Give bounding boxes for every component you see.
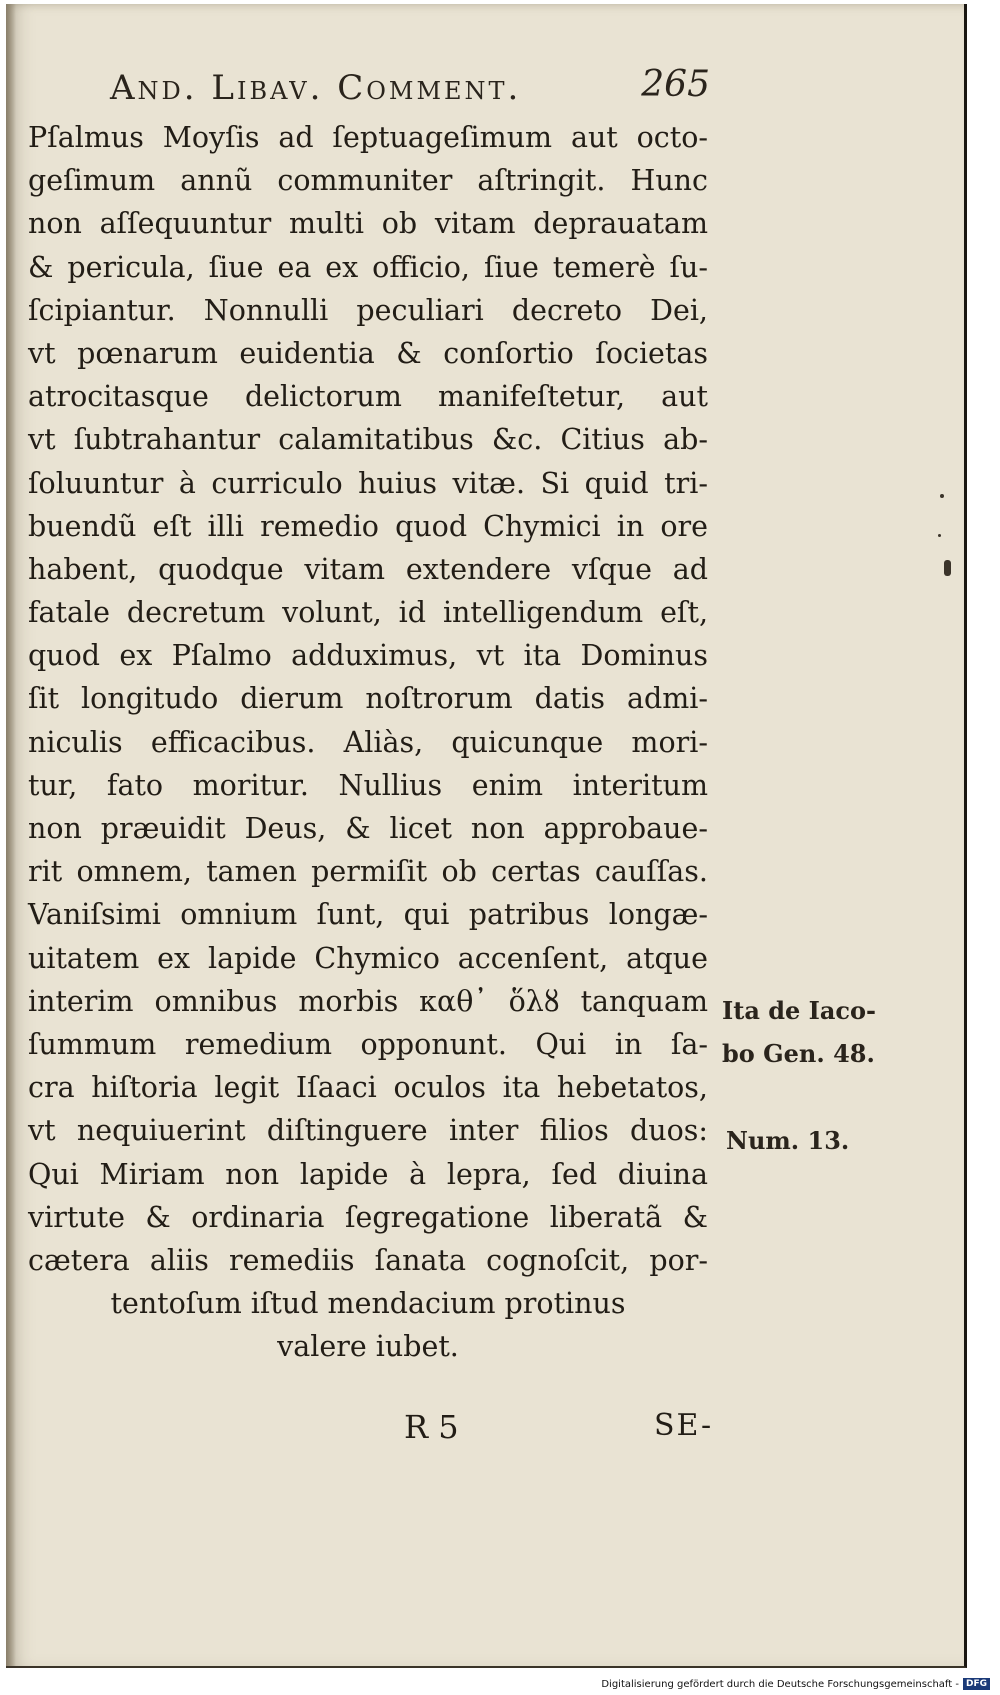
- text-line: ſoluuntur à curriculo huius vitæ. Si quid tri-: [28, 466, 708, 500]
- text-line: non præuidit Deus, & licet non approbaue-: [28, 812, 708, 845]
- running-header: [110, 64, 710, 114]
- text-line: vt ſubtrahantur calamitatibus &c. Citius ab-: [28, 423, 708, 457]
- dfg-logo-icon: DFG: [963, 1678, 990, 1690]
- signature-mark: R 5: [404, 1408, 459, 1446]
- text-line: habent, quodque vitam extendere vſque ad: [28, 552, 708, 586]
- text-line: Vaniſsimi omnium ſunt, qui patribus longæ-: [28, 898, 708, 932]
- text-line: uitatem ex lapide Chymico accenſent, atque: [28, 941, 708, 975]
- ink-speck: [940, 494, 944, 498]
- margin-note-line: Num. 13.: [726, 1126, 850, 1155]
- margin-note-line: bo Gen. 48.: [722, 1039, 875, 1068]
- margin-note-numbers: [726, 1119, 849, 1162]
- text-line: cætera aliis remediis ſanata cognoſcit, por-: [28, 1243, 708, 1277]
- text-line: & pericula, ſiue ea ex officio, ſiue temerè ſu-: [28, 250, 708, 284]
- text-line: tur, fato moritur. Nullius enim interitum: [28, 768, 708, 802]
- running-head-title: And. Libav. Comment.: [110, 68, 522, 108]
- text-line: ſit longitudo dierum noſtrorum datis admi-: [28, 682, 708, 716]
- margin-note-line: Ita de Iaco-: [722, 996, 876, 1025]
- text-line: vt pœnarum euidentia & conſortio ſocietas: [28, 336, 708, 370]
- text-line: ſcipiantur. Nonnulli peculiari decreto Dei,: [28, 293, 708, 327]
- text-line: vt nequiuerint diſtinguere inter filios duos:: [28, 1114, 708, 1148]
- text-line: Qui Miriam non lapide à lepra, ſed diuina: [28, 1157, 708, 1191]
- catchword: SE-: [654, 1408, 714, 1443]
- text-line: Pſalmus Moyſis ad ſeptuageſimum aut octo-: [28, 121, 708, 154]
- margin-note-genesis: [722, 989, 876, 1075]
- text-line: buendũ eſt illi remedio quod Chymici in ore: [28, 509, 708, 543]
- text-line: geſimum annũ communiter aſtringit. Hunc: [28, 164, 708, 198]
- main-text-block: [28, 116, 708, 1368]
- text-line: fatale decretum volunt, id intelligendum eſt,: [28, 596, 708, 630]
- ink-speck: [938, 534, 941, 537]
- text-line: atrocitasque delictorum manifeſtetur, aut: [28, 380, 708, 414]
- digitization-footer: [601, 1678, 990, 1690]
- text-line: virtute & ordinaria ſegregatione liberatã &: [28, 1200, 708, 1234]
- ink-speck: [944, 560, 951, 576]
- text-line: ſummum remedium opponunt. Qui in ſa-: [28, 1027, 708, 1061]
- book-page: [6, 4, 967, 1668]
- text-line: tentoſum iſtud mendacium protinus: [110, 1287, 626, 1321]
- footer-credit: Digitalisierung gefördert durch die Deutsche Forschungsgemeinschaft -: [601, 1678, 959, 1690]
- text-line: valere iubet.: [277, 1330, 459, 1364]
- text-line: cra hiſtoria legit Iſaaci oculos ita hebetatos,: [28, 1071, 708, 1105]
- text-line: rit omnem, tamen permiſit ob certas cauſſas.: [28, 855, 708, 889]
- page-number: 265: [641, 64, 710, 105]
- text-line: interim omnibus morbis καθ᾽ ὅλȣ tanquam: [28, 984, 708, 1018]
- text-line: niculis efficacibus. Aliàs, quicunque mori-: [28, 725, 708, 759]
- text-line: quod ex Pſalmo adduximus, vt ita Dominus: [28, 639, 708, 673]
- text-line: non aſſequuntur multi ob vitam deprauatam: [28, 207, 708, 241]
